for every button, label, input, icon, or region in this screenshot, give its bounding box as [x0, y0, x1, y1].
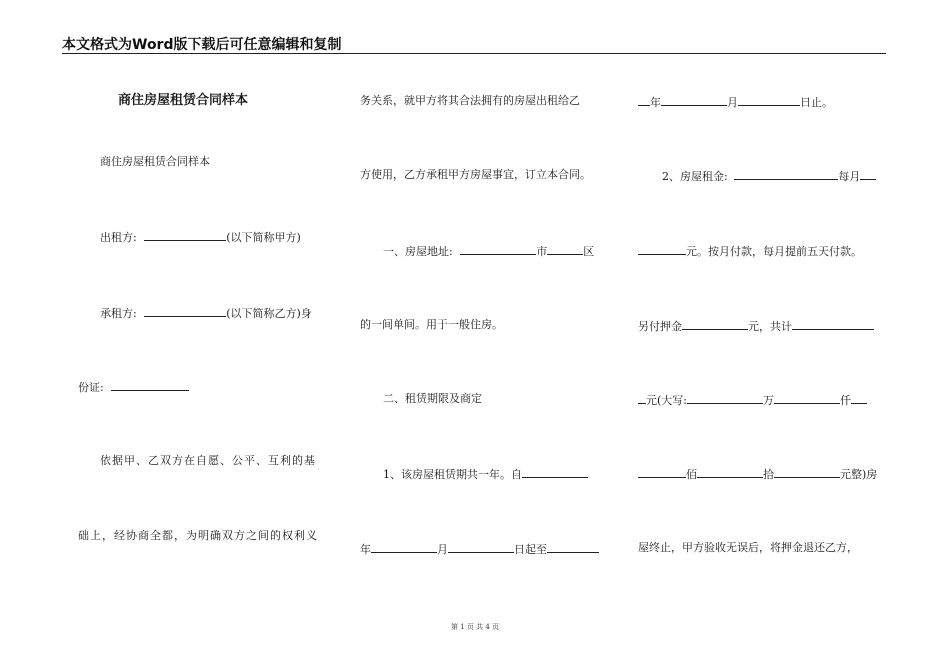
lessor-blank	[144, 229, 226, 241]
end-month-blank	[661, 94, 727, 106]
daxie-qian: 仟	[840, 394, 851, 407]
rent-label: 2、房屋租金:	[662, 170, 728, 183]
term-text: 1、该房屋租赁期共一年。自	[383, 468, 522, 481]
deposit-line	[638, 318, 874, 334]
lessee-blank	[144, 305, 226, 317]
rent-monthly-blank	[860, 168, 876, 180]
rent-line	[662, 168, 876, 184]
rent-blank	[734, 168, 838, 180]
start-date-line	[360, 541, 599, 557]
para1-line1: 依据甲、乙双方在自愿、公平、互利的基	[100, 454, 316, 467]
daxie-wan-blank	[687, 392, 763, 404]
address-blank-2	[547, 243, 583, 255]
daxie-prefix: 元(大写:	[646, 394, 687, 407]
doc-subtitle: 商住房屋租赁合同样本	[100, 155, 210, 168]
col2-line4: 的一间单间。用于一般住房。	[360, 318, 503, 331]
col2-line2: 方使用，乙方承租甲方房屋事宜，订立本合同。	[360, 168, 591, 181]
daxie-line2	[638, 466, 877, 482]
id-blank	[111, 379, 189, 391]
daxie-wan: 万	[763, 394, 774, 407]
address-city: 市	[536, 245, 548, 258]
end-year-blank	[547, 541, 599, 553]
page-footer: 第 1 页 共 4 页	[450, 623, 500, 631]
term-heading: 二、租赁期限及商定	[383, 392, 482, 405]
id-label: 份证:	[78, 381, 104, 394]
term-text-line	[383, 466, 588, 482]
address-district: 区	[583, 245, 595, 258]
daxie-end: 元整)房	[840, 468, 878, 481]
daxie-trail-blank	[851, 392, 867, 404]
end-day-blank	[738, 94, 800, 106]
address-line	[383, 243, 594, 259]
address-blank-1	[460, 243, 536, 255]
address-prefix: 一、房屋地址:	[383, 245, 453, 258]
daxie-lead-blank	[638, 392, 646, 404]
rent-monthly: 每月	[838, 170, 861, 183]
end-year-blank-lead	[638, 94, 650, 106]
lessor-line	[100, 229, 301, 245]
rent-amount-blank	[638, 243, 686, 255]
header-rule	[62, 53, 886, 54]
daxie-yuan-blank	[774, 466, 840, 478]
daxie-line	[638, 392, 867, 408]
start-year-label: 年	[360, 543, 371, 556]
col2-line1: 务关系，就甲方将其合法拥有的房屋出租给乙	[360, 94, 580, 107]
document-header: 本文格式为Word版下载后可任意编辑和复制	[62, 37, 342, 53]
term-blank	[522, 466, 588, 478]
daxie-bai: 佰	[686, 468, 697, 481]
daxie-shi: 拾	[763, 468, 774, 481]
start-month-label: 月	[437, 543, 448, 556]
deposit-yuan: 元，共计	[748, 320, 792, 333]
id-line	[78, 379, 189, 395]
deposit-total-blank	[792, 318, 874, 330]
start-year-blank	[371, 541, 437, 553]
deposit-blank	[682, 318, 748, 330]
lessee-suffix: (以下简称乙方)身	[226, 307, 312, 320]
para1-line2: 础上，经协商全都，为明确双方之间的权利义	[78, 529, 318, 542]
lessor-suffix: (以下简称甲方)	[226, 231, 301, 244]
rent-line2	[638, 243, 862, 259]
end-day-label: 日止。	[800, 96, 833, 109]
end-date-line	[638, 94, 833, 110]
lessee-label: 承租方:	[100, 307, 137, 320]
rent-line2-text: 元。按月付款，每月提前五天付款。	[686, 245, 862, 258]
end-month-label: 月	[727, 96, 738, 109]
lessor-label: 出租方:	[100, 231, 137, 244]
start-month-blank	[448, 541, 514, 553]
end-year-label: 年	[650, 96, 661, 109]
col3-last-line: 屋终止，甲方验收无误后，将押金退还乙方，	[638, 541, 858, 554]
lessee-line	[100, 305, 312, 321]
daxie-qian-blank	[774, 392, 840, 404]
daxie-shi-blank	[697, 466, 763, 478]
start-from-label: 日起至	[514, 543, 547, 556]
deposit-label: 另付押金	[638, 320, 682, 333]
doc-title: 商住房屋租赁合同样本	[118, 93, 249, 108]
daxie-bai-blank	[638, 466, 686, 478]
